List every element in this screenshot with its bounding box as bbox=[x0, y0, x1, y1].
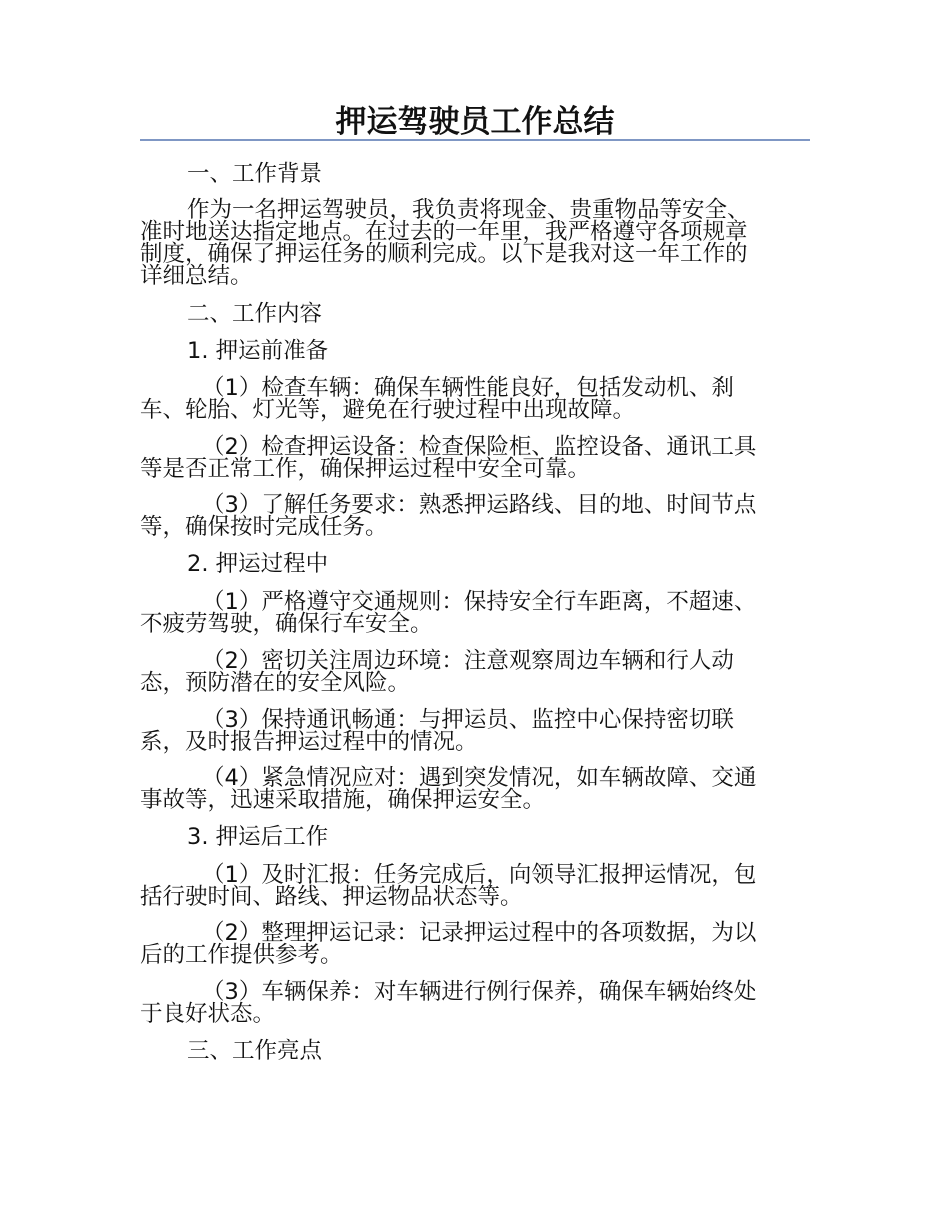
during-item-2 bbox=[140, 650, 812, 694]
pre-item-2 bbox=[140, 436, 812, 480]
pre-item-1 bbox=[140, 377, 812, 421]
item-line: 于良好状态。 bbox=[140, 1001, 276, 1027]
post-item-3 bbox=[140, 981, 812, 1025]
item-line: 括行驶时间、路线、押运物品状态等。 bbox=[140, 884, 523, 910]
during-item-4 bbox=[140, 767, 812, 811]
during-item-3 bbox=[140, 709, 812, 753]
subheading-post: 3. 押运后工作 bbox=[187, 824, 329, 850]
item-line: 系，及时报告押运过程中的情况。 bbox=[140, 729, 478, 755]
item-line: 事故等，迅速采取措施，确保押运安全。 bbox=[140, 787, 546, 813]
background-line: 详细总结。 bbox=[140, 263, 253, 289]
item-line: 后的工作提供参考。 bbox=[140, 942, 343, 968]
background-paragraph bbox=[140, 199, 812, 287]
item-line: 态，预防潜在的安全风险。 bbox=[140, 670, 411, 696]
item-line: 等，确保按时完成任务。 bbox=[140, 514, 388, 540]
post-item-1 bbox=[140, 864, 812, 908]
subheading-during: 2. 押运过程中 bbox=[187, 551, 329, 577]
section-heading-highlights: 三、工作亮点 bbox=[187, 1038, 323, 1064]
subheading-pre: 1. 押运前准备 bbox=[187, 338, 329, 364]
item-line: 车、轮胎、灯光等，避免在行驶过程中出现故障。 bbox=[140, 397, 636, 423]
item-line: （3）了解任务要求：熟悉押运路线、目的地、时间节点 bbox=[202, 492, 757, 518]
during-item-1 bbox=[140, 591, 812, 635]
background-line: 制度，确保了押运任务的顺利完成。以下是我对这一年工作的 bbox=[140, 241, 748, 267]
section-heading-content: 二、工作内容 bbox=[187, 301, 323, 327]
item-line: 不疲劳驾驶，确保行车安全。 bbox=[140, 611, 433, 637]
item-line: （3）车辆保养：对车辆进行例行保养，确保车辆始终处 bbox=[202, 979, 757, 1005]
background-line: 作为一名押运驾驶员，我负责将现金、贵重物品等安全、 bbox=[187, 197, 750, 223]
item-line: （3）保持通讯畅通：与押运员、监控中心保持密切联 bbox=[202, 707, 734, 733]
title-underline bbox=[140, 139, 810, 141]
post-item-2 bbox=[140, 922, 812, 966]
document-title: 押运驾驶员工作总结 bbox=[335, 104, 615, 140]
section-heading-background: 一、工作背景 bbox=[187, 161, 323, 187]
item-line: （4）紧急情况应对：遇到突发情况，如车辆故障、交通 bbox=[202, 765, 757, 791]
item-line: （2）密切关注周边环境：注意观察周边车辆和行人动 bbox=[202, 648, 734, 674]
item-line: 等是否正常工作，确保押运过程中安全可靠。 bbox=[140, 456, 591, 482]
item-line: （1）及时汇报：任务完成后，向领导汇报押运情况，包 bbox=[202, 862, 757, 888]
background-line: 准时地送达指定地点。在过去的一年里，我严格遵守各项规章 bbox=[140, 219, 748, 245]
item-line: （1）严格遵守交通规则：保持安全行车距离，不超速、 bbox=[202, 589, 757, 615]
item-line: （2）整理押运记录：记录押运过程中的各项数据，为以 bbox=[202, 920, 757, 946]
item-line: （1）检查车辆：确保车辆性能良好，包括发动机、刹 bbox=[202, 375, 734, 401]
item-line: （2）检查押运设备：检查保险柜、监控设备、通讯工具 bbox=[202, 434, 757, 460]
pre-item-3 bbox=[140, 494, 812, 538]
